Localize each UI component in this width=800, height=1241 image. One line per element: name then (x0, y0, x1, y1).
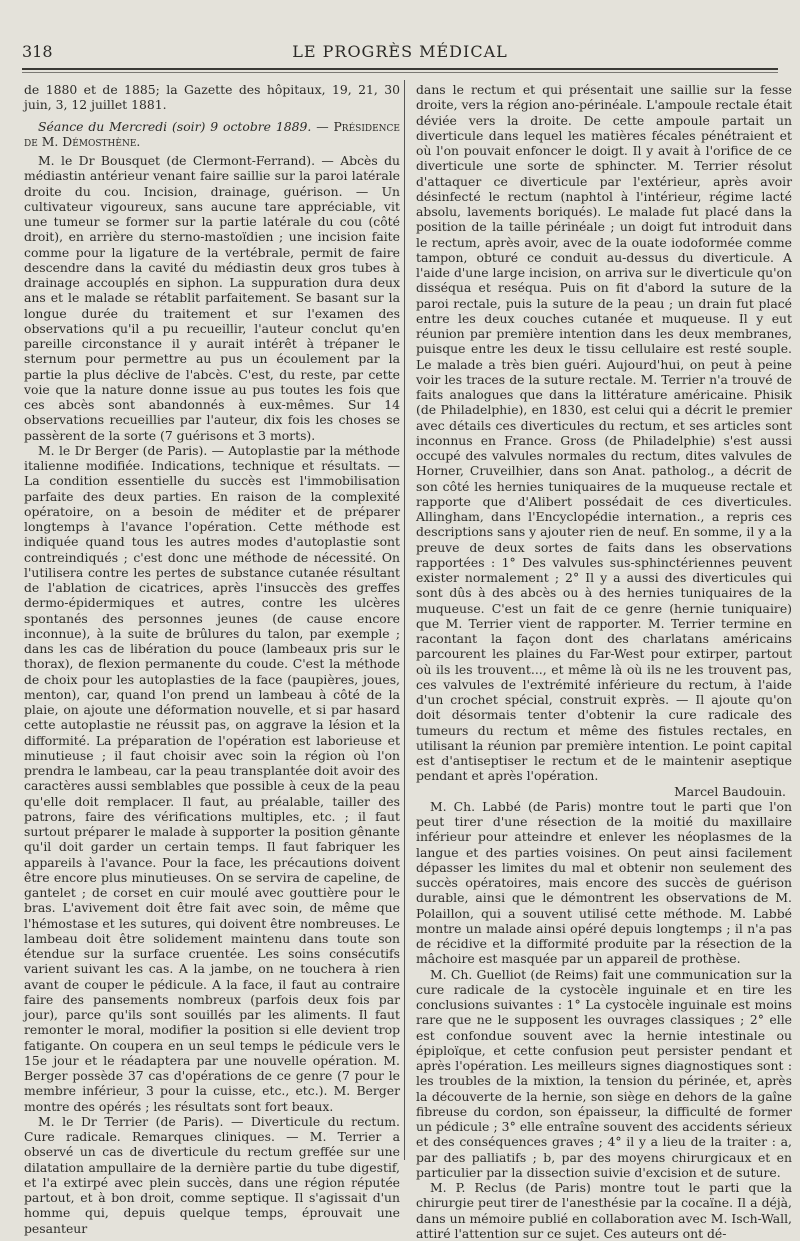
paragraph (24, 1114, 400, 1236)
paragraph-body: (de Paris) montre tout le parti que la chirurgie peut tirer de l'anesthésie par la cocaïne. Il a déjà, dans un mémoire publié en collaboration avec M. Isch-Wall, attiré l'attention sur ce sujet. Ces auteurs ont dé- (416, 1180, 792, 1241)
paragraph (24, 153, 400, 443)
paragraph-body: (de Paris). — Autoplastie par la méthode italienne modifiée. Indications, technique et résultats. — La condition essentielle du succès est l'immobilisation parfaite des deux parties. En raison de la complexité opératoire, on a besoin de méditer et de préparer longtemps à l'avance l'opération. Cette méthode est indiquée quand tous les autres modes d'autoplastie sont contreindiqués ; c'est donc une méthode de nécessité. On l'utilisera contre les pertes de substance cutanée résultant de l'ablation de cicatrices, après l'insuccès des greffes dermo-épidermiques et autres, contre les ulcères spontanés des personnes jeunes (de cause encore inconnue), à la suite de brûlures du talon, par exemple ; dans les cas de libération du pouce (lambeaux pris sur le thorax), de flexion permanente du coude. C'est la méthode de choix pour les autoplasties de la face (paupières, joues, menton), car, quand l'on prend un lambeau à côté de la plaie, on ajoute une déformation nouvelle, et si par hasard cette autoplastie ne réussit pas, on aggrave la lésion et la difformité. La préparation de l'opération est laborieuse et minutieuse ; il faut choisir avec soin la région où l'on prendra le lambeau, car la peau transplantée doit avoir des caractères aussi semblables que possible à ceux de la peau qu'elle doit remplacer. Il faut, au préalable, tailler des patrons, faire des vérifications multiples, etc. ; il faut surtout préparer le malade à supporter la position gênante qu'il doit garder un certain temps. Il faut fabriquer les appareils à l'avance. Pour la face, les précautions doivent être encore plus minutieuses. On se servira de capeline, de gantelet ; de corset en cuir moulé avec gouttière pour le bras. L'avivement doit être fait avec soin, de même que l'hémostase et les sutures, qui doivent être nombreuses. Le lambeau doit être solidement maintenu dans toute son étendue sur la surface cruentée. Les soins consécutifs varient suivant les cas. A la jambe, on ne touchera à rien avant de couper le pédicule. A la face, il faut au contraire faire des pansements nombreux (parfois deux fois par jour), parce qu'ils sont souillés par les aliments. Il faut remonter le moral, modifier la position si elle devient trop fatigante. On coupera en un seul temps le pédicule vers le 15e jour et le réadaptera par une nouvelle opération. M. Berger possède 37 cas d'opérations de ce genre (7 pour le membre inférieur, 3 pour la cuisse, etc., etc.). M. Berger montre des opérés ; les résultats sont fort beaux. (24, 442, 400, 1114)
right-column (416, 82, 792, 1241)
session-presidence: Présidence de M. Démosthène. (24, 118, 400, 149)
left-column (24, 82, 401, 1236)
journal-title: LE PROGRÈS MÉDICAL (292, 42, 508, 61)
column-divider (404, 80, 405, 1160)
author: M. Ch. Labbé (430, 798, 521, 814)
paragraph (24, 443, 400, 1114)
page-number: 318 (22, 42, 53, 61)
paragraph (416, 799, 792, 967)
paragraph: dans le rectum et qui présentait une saillie sur la fesse droite, vers la région ano-périnéale. L'ampoule rectale était déviée vers la droite. De cette ampoule partait un diverticule dans lequel les matières fécales pénétraient et où l'on pouvait enfoncer le doigt. Il y avait à l'orifice de ce diverticule une sorte de sphincter. M. Terrier résolut d'attaquer ce diverticule par l'extérieur, après avoir désinfecté le rectum (naphtol à l'intérieur, régime lacté absolu, lavements boriqués). Le malade fut placé dans la position de la taille périnéale ; un doigt fut introduit dans le rectum, après avoir, avec de la ouate iodoformée comme tampon, obturé ce conduit au-dessus du diverticule. A l'aide d'une large incision, on arriva sur le diverticule qu'on disséqua et reséqua. Puis on fit d'abord la suture de la paroi rectale, puis la suture de la peau ; un drain fut placé entre les deux couches cutanée et muqueuse. Il y eut réunion par première intention dans les deux membranes, puisque entre les deux le tissu cellulaire est resté souple. Le malade a très bien guéri. Aujourd'hui, on peut à peine voir les traces de la suture rectale. M. Terrier n'a trouvé de faits analogues que dans la littérature américaine. Phisik (de Philadelphie), en 1830, est celui qui a décrit le premier avec détails ces diverticules du rectum, et ses articles sont inconnus en France. Gross (de Philadelphie) s'est aussi occupé des valvules normales du rectum, dites valvules de Horner, Cruveilhier, dans son Anat. patholog., a décrit de son côté les hernies tuniquaires de la muqueuse rectale et rapporte que d'Alibert possédait de ces diverticules. Allingham, dans l'Encyclopédie internation., a repris ces descriptions sans y ajouter rien de neuf. En somme, il y a la preuve de deux sortes de faits dans les observations rapportées : 1° Des valvules sus-sphinctériennes peuvent exister normalement ; 2° Il y a aussi des diverticules qui sont dûs à des abcès ou à des hernies tuniquaires de la muqueuse. C'est un fait de ce genre (hernie tuniquaire) que M. Terrier vient de rapporter. M. Terrier termine en racontant la façon dont des charlatans américains parcourent les plaines du Far-West pour extirper, partout où ils les trouvent..., et même là où ils ne les trouvent pas, ces valvules de l'extrémité inférieure du rectum, à l'aide d'un crochet spécial, construit exprès. — Il ajoute qu'on doit désormais tenter d'obtenir la cure radicale des tumeurs du rectum et même des fistules rectales, en utilisant la réunion par première intention. Le point capital est d'antiseptiser le rectum et de le maintenir aseptique pendant et après l'opération. (416, 82, 792, 784)
paragraph-body: (de Paris). — Diverticule du rectum. Cure radicale. Remarques cliniques. — M. Terrier a observé un cas de diverticule du rectum greffée sur une dilatation ampullaire de la dernière partie du tube digestif, et l'a extirpé avec plein succès, dans une région réputée partout, et à bon droit, comme septique. Il s'agissait d'un homme qui, depuis quelque temps, éprouvait une pesanteur (24, 1113, 401, 1236)
author: M. le Dr Terrier (38, 1113, 149, 1129)
paragraph: de 1880 et de 1885; la Gazette des hôpitaux, 19, 21, 30 juin, 3, 12 juillet 1881. (24, 82, 400, 113)
author: M. le Dr Berger (38, 442, 139, 458)
session-date: Séance du Mercredi (soir) 9 octobre 1889. — (38, 118, 334, 134)
author: M. le Dr Bousquet (38, 153, 161, 168)
running-header (22, 42, 778, 66)
session-heading (24, 119, 400, 150)
header-rule-thin (22, 72, 778, 73)
author: M. P. Reclus (430, 1180, 517, 1195)
paragraph (416, 1180, 792, 1241)
header-rule (22, 68, 778, 70)
paragraph-body: (de Clermont-Ferrand). — Abcès du médiastin antérieur venant faire saillie sur la paroi latérale droite du cou. Incision, drainage, guérison. — Un cultivateur vigoureux, sans aucune tare appréciable, vit une tumeur se former sur la partie latérale du cou (côté droit), en arrière du sterno-mastoïdien ; une incision faite comme pour la ligature de la vertébrale, permit de faire descendre dans la cavité du médiastin deux gros tubes à drainage accouplés en siphon. La suppuration dura deux ans et le malade se rétablit parfaitement. Se basant sur la longue durée du traitement et sur l'examen des observations qu'il a pu recueillir, l'auteur conclut qu'en pareille circonstance il y aurait intérêt à trépaner le sternum pour permettre au pus un écoulement par la partie la plus déclive de l'abcès. C'est, du reste, par cette voie que la nature donne issue au pus toutes les fois que ces abcès sont abandonnés à eux-mêmes. Sur 14 observations recueillies par l'auteur, dix fois les choses se passèrent de la sorte (7 guérisons et 3 morts). (24, 153, 400, 443)
paragraph-body: (de Reims) fait une communication sur la cure radicale de la cystocèle inguinale et en tire les conclusions suivantes : 1° La cystocèle inguinale est moins rare que ne le supposent les ouvrages classiques ; 2° elle est confondue souvent avec la hernie intestinale ou épiploïque, et cette confusion peut persister pendant et après l'opération. Les meilleurs signes diagnostiques sont : les troubles de la mixtion, la tension du périnée, et, après la découverte de la hernie, son siège en dehors de la gaîne fibreuse du cordon, son épaisseur, la difficulté de former un pédicule ; 3° elle entraîne souvent des accidents sérieux et des conséquences graves ; 4° il y a lieu de la traiter : a, par des palliatifs ; b, par des moyens chirurgicaux et en particulier par la dissection suivie d'excision et de suture. (416, 966, 792, 1180)
paragraph-body: (de Paris) montre tout le parti que l'on peut tirer d'une résection de la moitié du maxillaire inférieur pour atteindre et enlever les néoplasmes de la langue et des parties voisines. On peut ainsi facilement dépasser les limites du mal et obtenir non seulement des succès opératoires, mais encore des succès de guérison durable, ainsi que le démontrent les observations de M. Polaillon, qui a souvent utilisé cette méthode. M. Labbé montre un malade ainsi opéré depuis longtemps ; il n'a pas de récidive et la difformité produite par la résection de la mâchoire est masquée par un appareil de prothèse. (416, 798, 792, 967)
signature: Marcel Baudouin. (674, 783, 786, 799)
author: M. Ch. Guelliot (430, 966, 527, 982)
paragraph (416, 967, 792, 1181)
